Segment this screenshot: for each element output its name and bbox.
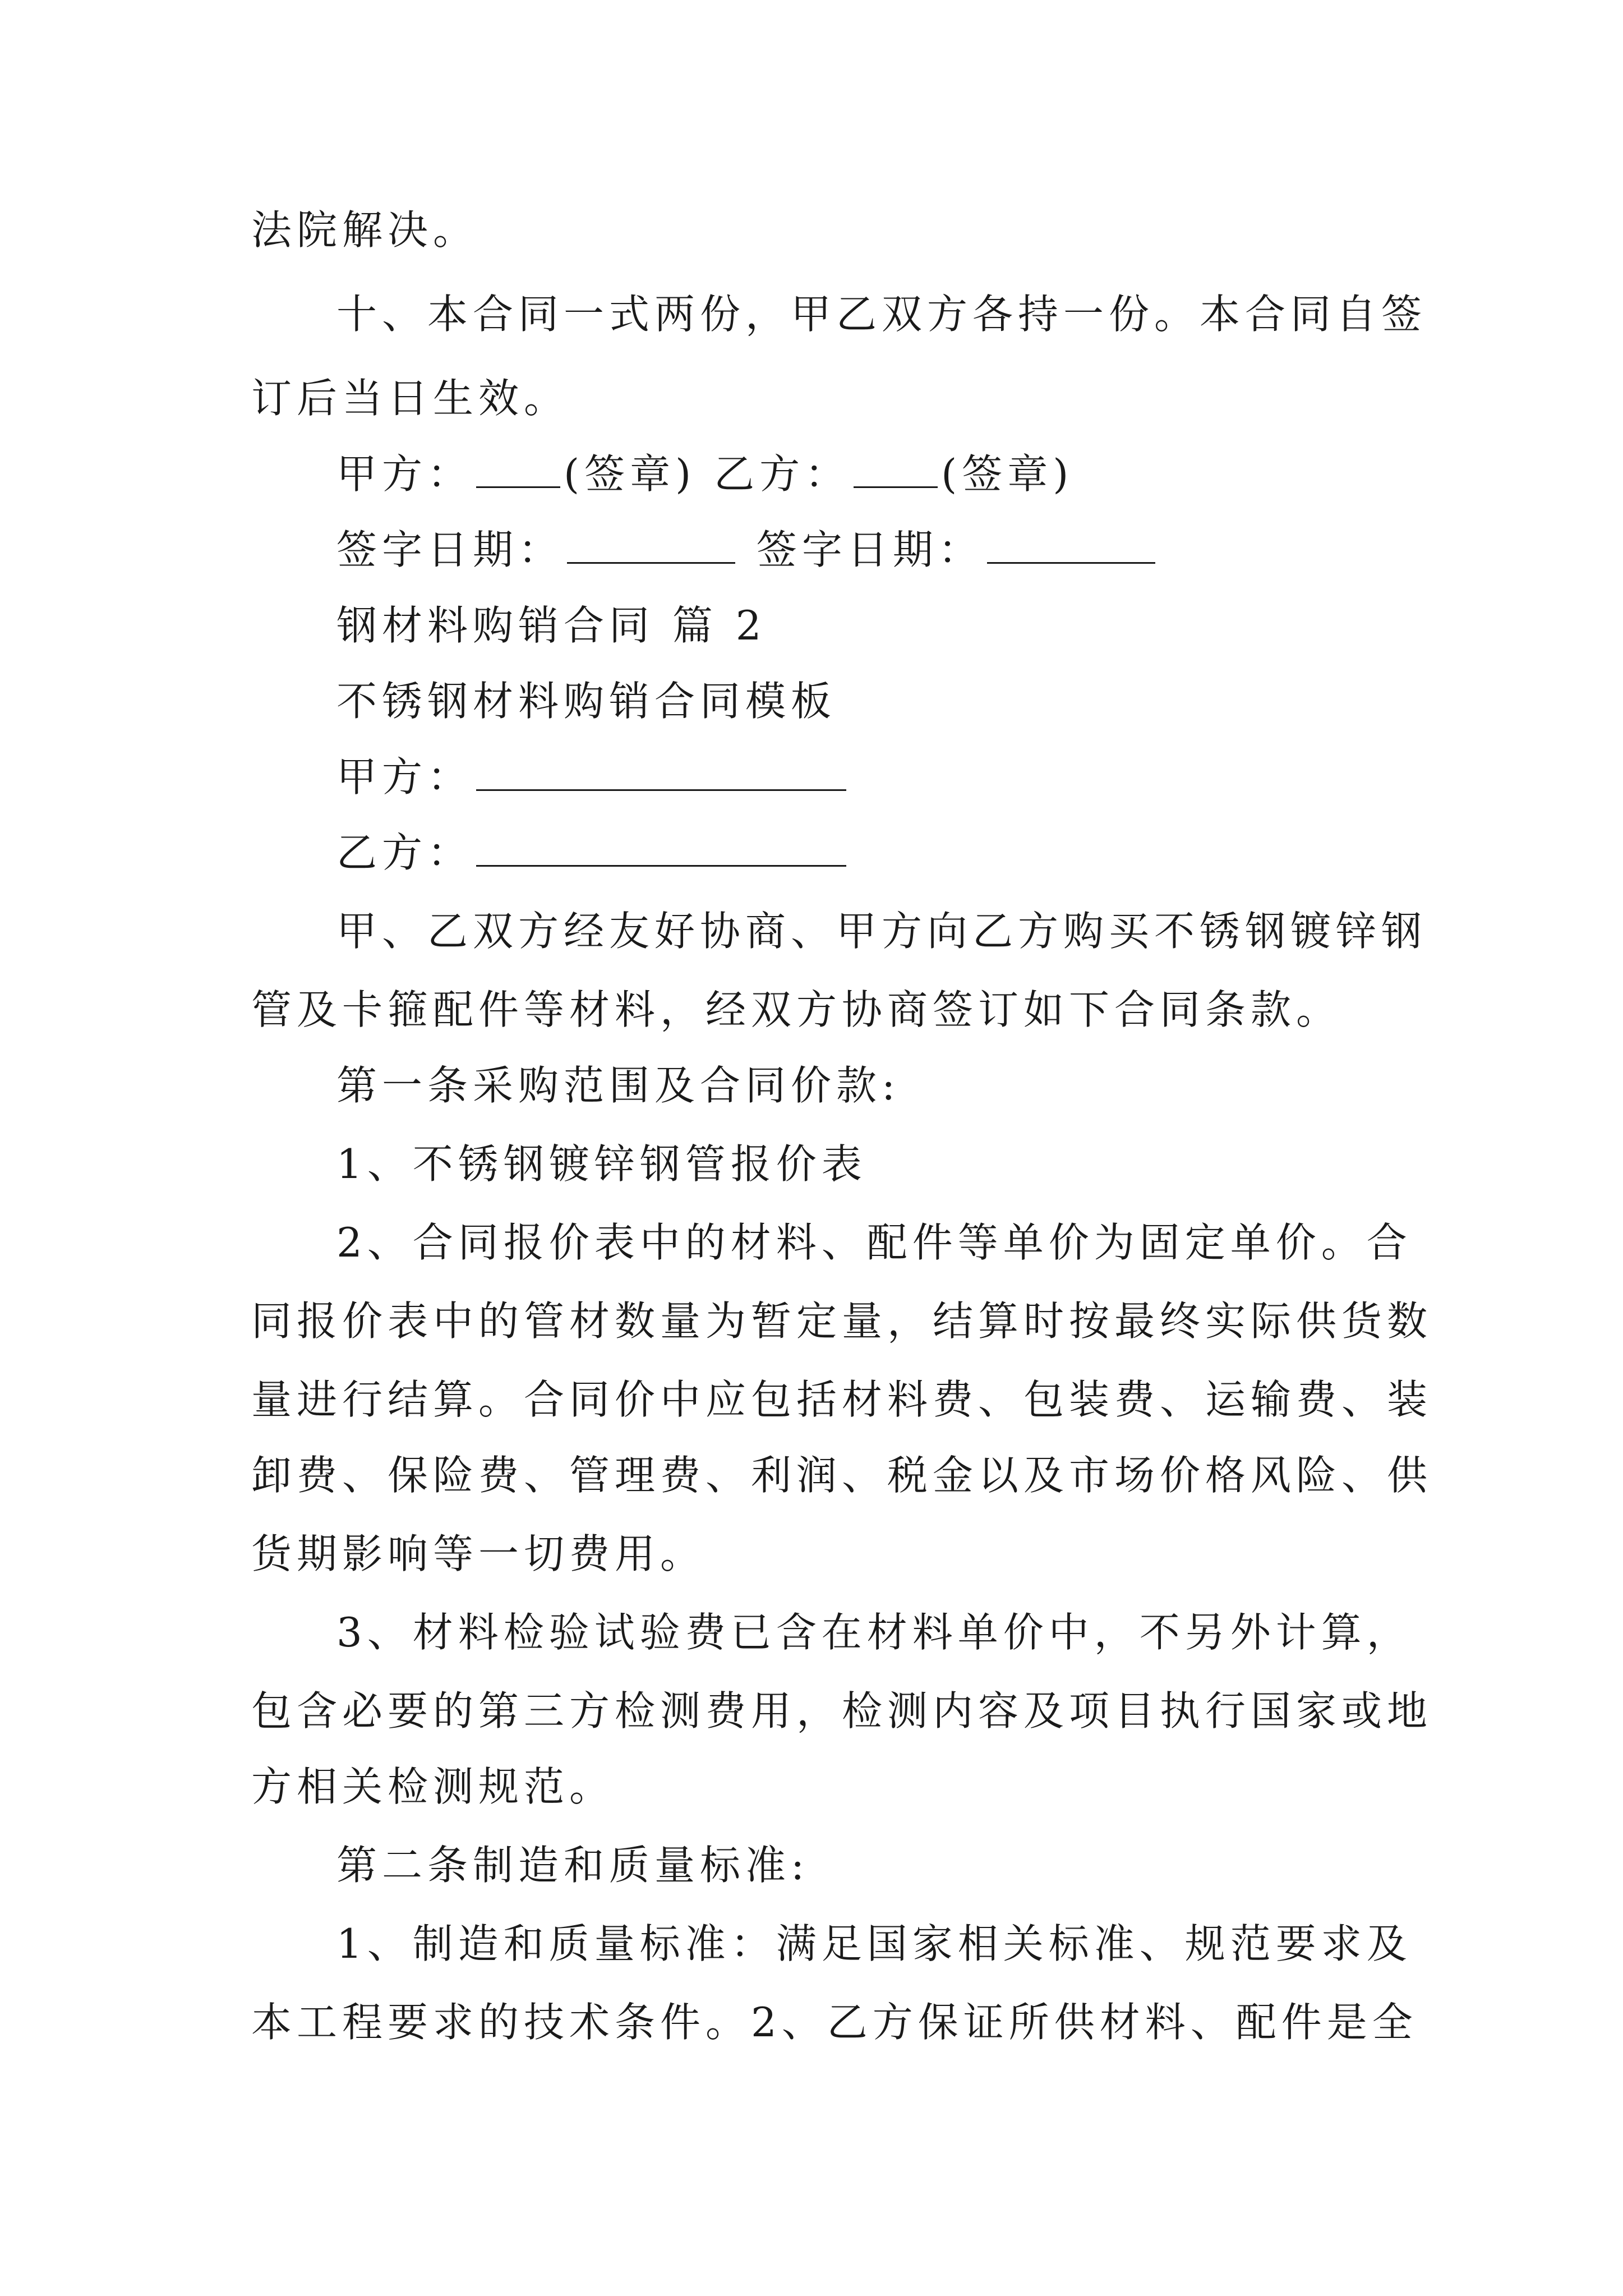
text-line: 管及卡箍配件等材料，经双方协商签订如下合同条款。 <box>251 986 1342 1033</box>
signature-blank <box>854 452 938 488</box>
text-line: 十、本合同一式两份，甲乙双方各持一份。本合同自签 <box>336 291 1427 338</box>
text-line: 包含必要的第三方检测费用，检测内容及项目执行国家或地 <box>251 1687 1433 1734</box>
party-b-label: 乙方： <box>714 450 851 498</box>
text-line: 方相关检测规范。 <box>251 1763 615 1810</box>
date-a-label: 签字日期： <box>336 526 564 573</box>
signature-date-line <box>336 522 1486 578</box>
date-blank <box>567 527 735 564</box>
text-line: 甲、乙双方经友好协商、甲方向乙方购买不锈钢镀锌钢 <box>336 908 1427 955</box>
article-heading: 第二条制造和质量标准: <box>336 1842 810 1889</box>
text-line: 本工程要求的技术条件。2、乙方保证所供材料、配件是全 <box>251 1999 1418 2046</box>
text-line: 订后当日生效。 <box>251 375 570 422</box>
text-line: 1、不锈钢镀锌钢管报价表 <box>336 1140 867 1188</box>
party-b-line <box>336 825 1486 881</box>
text-line: 同报价表中的管材数量为暂定量，结算时按最终实际供货数 <box>251 1297 1433 1345</box>
party-b-blank <box>476 830 846 867</box>
party-a-line <box>336 749 1486 805</box>
party-a-label: 甲方： <box>336 753 473 800</box>
date-blank <box>987 527 1155 564</box>
signature-blank <box>476 452 560 488</box>
text-line: 3、材料检验试验费已含在材料单价中，不另外计算， <box>336 1609 1412 1656</box>
party-b-label: 乙方： <box>336 829 473 876</box>
text-line: 量进行结算。合同价中应包括材料费、包装费、运输费、装 <box>251 1376 1433 1423</box>
text-line: 2、合同报价表中的材料、配件等单价为固定单价。合 <box>336 1219 1412 1266</box>
section-heading: 钢材料购销合同 篇 2 <box>336 602 767 649</box>
text-line: 卸费、保险费、管理费、利润、税金以及市场价格风险、供 <box>251 1452 1433 1499</box>
article-heading: 第一条采购范围及合同价款: <box>336 1062 901 1109</box>
text-line: 货期影响等一切费用。 <box>251 1530 706 1577</box>
party-a-seal: (签章) <box>564 450 697 498</box>
party-a-label: 甲方： <box>336 450 473 498</box>
party-b-seal: (签章) <box>941 450 1074 498</box>
party-a-blank <box>476 754 846 791</box>
text-line: 1、制造和质量标准：满足国家相关标准、规范要求及 <box>336 1920 1412 1967</box>
text-line: 法院解决。 <box>251 206 479 254</box>
template-title: 不锈钢材料购销合同模板 <box>336 678 837 725</box>
signature-line <box>336 446 1486 502</box>
date-b-label: 签字日期： <box>756 526 984 573</box>
